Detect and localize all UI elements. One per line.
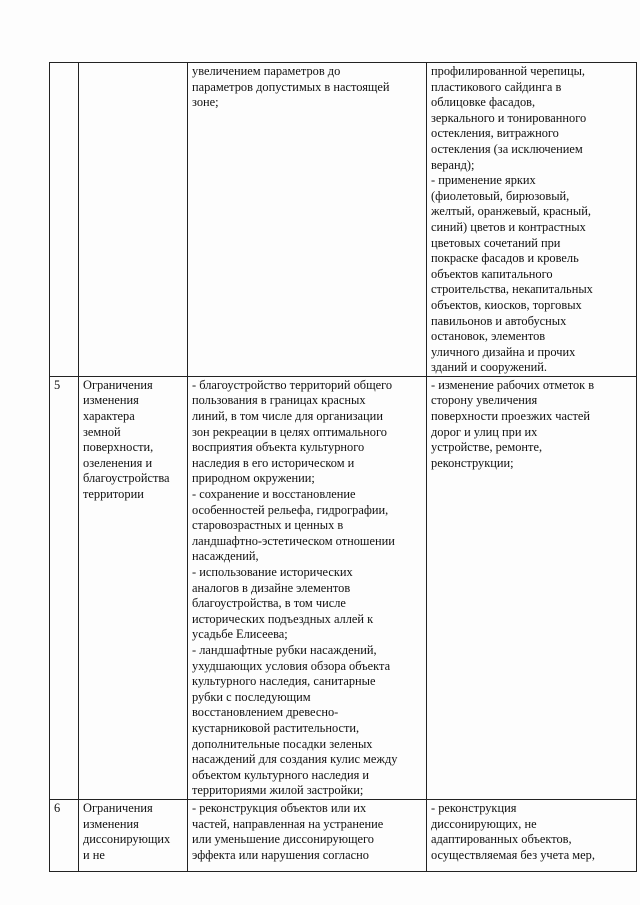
restriction-title-cell bbox=[79, 376, 188, 799]
text-line: особенностей рельефа, гидрографии, bbox=[192, 502, 389, 517]
text-line: - изменение рабочих отметок в bbox=[431, 377, 595, 392]
text-line: покраске фасадов и кровель bbox=[431, 251, 579, 266]
requirements-cell bbox=[188, 799, 427, 871]
text-line: характера bbox=[83, 409, 135, 424]
text-line: природном окружении; bbox=[192, 471, 315, 486]
text-line: культурного наследия, санитарные bbox=[192, 674, 376, 689]
prohibitions-cell bbox=[427, 376, 637, 799]
text-line: адаптированных объектов, bbox=[431, 832, 572, 847]
text-line: сторону увеличения bbox=[431, 393, 538, 408]
text-line: объектов капитального bbox=[431, 266, 553, 281]
text-line: благоустройства, в том числе bbox=[192, 596, 346, 611]
text-line: объектов, киосков, торговых bbox=[431, 297, 582, 312]
text-line: эффекта или нарушения согласно bbox=[192, 847, 369, 862]
restriction-title-cell bbox=[79, 799, 188, 871]
text-line: увеличением параметров до bbox=[192, 64, 341, 78]
restriction-title-cell bbox=[79, 63, 188, 377]
prohibitions-cell bbox=[427, 63, 637, 377]
text-line: объектом культурного наследия и bbox=[192, 767, 370, 782]
text-line: наследия в его историческом и bbox=[192, 455, 355, 470]
text-line: реконструкции; bbox=[431, 455, 514, 470]
text-line: - благоустройство территорий общего bbox=[192, 377, 393, 392]
text-line: остекления (за исключением bbox=[431, 141, 583, 156]
text-line: профилированной черепицы, bbox=[431, 64, 585, 78]
text-line: веранд); bbox=[431, 157, 475, 172]
text-line: остановок, элементов bbox=[431, 329, 546, 344]
prohibitions-cell bbox=[427, 799, 637, 871]
text-line: кустарниковой растительности, bbox=[192, 720, 360, 735]
table-row bbox=[50, 799, 637, 871]
text-line: изменения bbox=[83, 393, 139, 408]
text-line: ухудшающих условия обзора объекта bbox=[192, 658, 391, 673]
text-line: изменения bbox=[83, 816, 139, 831]
text-line: пластикового сайдинга в bbox=[431, 79, 562, 94]
row-number-cell bbox=[50, 63, 79, 377]
text-line: параметров допустимых в настоящей bbox=[192, 79, 390, 94]
text-line: зоне; bbox=[192, 95, 219, 110]
requirements-cell bbox=[188, 376, 427, 799]
text-line: дополнительные посадки зеленых bbox=[192, 736, 373, 751]
text-line: поверхности, bbox=[83, 440, 154, 455]
text-line: синий) цветов и контрастных bbox=[431, 219, 586, 234]
text-line: желтый, оранжевый, красный, bbox=[431, 204, 591, 219]
text-line: осуществляемая без учета мер, bbox=[431, 847, 595, 862]
text-line: старовозрастных и ценных в bbox=[192, 518, 344, 533]
text-line: частей, направленная на устранение bbox=[192, 816, 384, 831]
text-line: - ландшафтные рубки насаждений, bbox=[192, 642, 377, 657]
text-line: пользования в границах красных bbox=[192, 393, 366, 408]
text-line: земной bbox=[83, 424, 121, 439]
table-row bbox=[50, 376, 637, 799]
text-line: Ограничения bbox=[83, 377, 153, 392]
text-line: диссонирующих, не bbox=[431, 816, 537, 831]
text-line: или уменьшение диссонирующего bbox=[192, 832, 374, 847]
text-line: - реконструкция bbox=[431, 800, 517, 815]
text-line: устройстве, ремонте, bbox=[431, 440, 543, 455]
requirements-cell bbox=[188, 63, 427, 377]
row-number: 5 bbox=[54, 377, 61, 392]
row-number-cell bbox=[50, 376, 79, 799]
text-line: восприятия объекта культурного bbox=[192, 440, 365, 455]
text-line: поверхности проезжих частей bbox=[431, 409, 591, 424]
text-line: диссонирующих bbox=[83, 832, 171, 847]
text-line: усадьбе Елисеева; bbox=[192, 627, 288, 642]
text-line: облицовке фасадов, bbox=[431, 95, 536, 110]
text-line: - реконструкция объектов или их bbox=[192, 800, 367, 815]
text-line: - сохранение и восстановление bbox=[192, 487, 356, 502]
regulations-table bbox=[49, 62, 637, 872]
text-line: дорог и улиц при их bbox=[431, 424, 538, 439]
text-line: рубки с последующим bbox=[192, 689, 311, 704]
text-line: остекления, витражного bbox=[431, 126, 559, 141]
text-line: насаждений, bbox=[192, 549, 259, 564]
text-line: благоустройства bbox=[83, 471, 170, 486]
text-line: - использование исторических bbox=[192, 565, 353, 579]
text-line: аналогов в дизайне элементов bbox=[192, 580, 351, 595]
text-line: (фиолетовый, бирюзовый, bbox=[431, 188, 570, 203]
text-line: зданий и сооружений. bbox=[431, 360, 548, 375]
text-line: зеркального и тонированного bbox=[431, 110, 587, 125]
text-line: зон рекреации в целях оптимального bbox=[192, 424, 387, 439]
text-line: территории bbox=[83, 487, 144, 502]
text-line: исторических подъездных аллей к bbox=[192, 611, 374, 626]
text-line: Ограничения bbox=[83, 800, 153, 815]
text-line: павильонов и автобусных bbox=[431, 313, 567, 328]
row-number: 6 bbox=[54, 800, 61, 815]
text-line: уличного дизайна и прочих bbox=[431, 344, 576, 359]
text-line: и не bbox=[83, 847, 105, 862]
text-line: территориями жилой застройки; bbox=[192, 783, 364, 798]
row-number-cell bbox=[50, 799, 79, 871]
text-line: линий, в том числе для организации bbox=[192, 409, 383, 424]
text-line: насаждений для создания кулис между bbox=[192, 752, 398, 767]
text-line: ландшафтно-эстетическом отношении bbox=[192, 533, 395, 548]
text-line: строительства, некапитальных bbox=[431, 282, 593, 297]
table-row bbox=[50, 63, 637, 377]
text-line: цветовых сочетаний при bbox=[431, 235, 561, 250]
text-line: озеленения и bbox=[83, 455, 153, 470]
text-line: - применение ярких bbox=[431, 173, 536, 188]
text-line: восстановлением древесно- bbox=[192, 705, 339, 720]
